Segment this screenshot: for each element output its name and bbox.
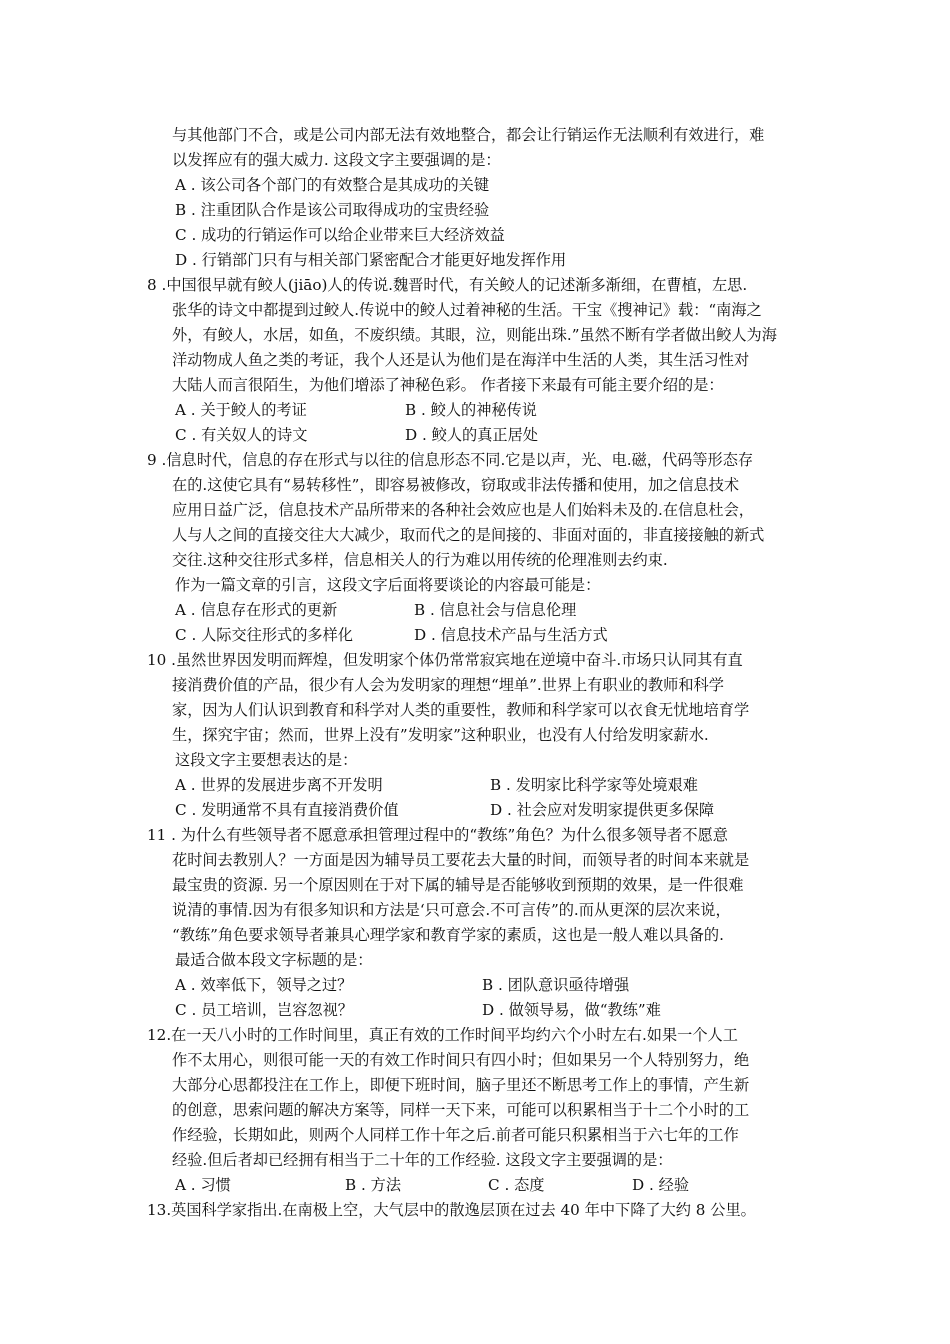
q11-line-5: “教练”角色要求领导者兼具心理学家和教育学家的素质，这也是一般人难以具备的. bbox=[172, 926, 724, 944]
q11-option-a: A . 效率低下，领导之过？ bbox=[175, 976, 353, 994]
q12-line-6: 经验.但后者却已经拥有相当于二十年的工作经验. 这段文字主要强调的是： bbox=[172, 1151, 673, 1169]
q11-line-2: 花时间去教别人？一方面是因为辅导员工要花去大量的时间，而领导者的时间本来就是 bbox=[172, 851, 750, 869]
q7-line-1: 与其他部门不合，或是公司内部无法有效地整合，都会让行销运作无法顺利有效进行，难 bbox=[172, 126, 765, 144]
q10-line-3: 家，因为人们认识到教育和科学对人类的重要性，教师和科学家可以衣食无忧地培育学 bbox=[172, 701, 750, 719]
q10-line-2: 接消费价值的产品，很少有人会为发明家的理想“埋单”.世界上有职业的教师和科学 bbox=[172, 676, 724, 694]
q11-line-1: 11 . 为什么有些领导者不愿意承担管理过程中的“教练”角色？为什么很多领导者不愿意 bbox=[147, 826, 728, 844]
q10-line-5: 这段文字主要想表达的是： bbox=[175, 751, 358, 769]
q11-line-3: 最宝贵的资源. 另一个原因则在于对下属的辅导是否能够收到预期的效果，是一件很难 bbox=[172, 876, 744, 894]
q12-line-3: 大部分心思都投注在工作上，即便下班时间，脑子里还不断思考工作上的事情，产生新 bbox=[172, 1076, 750, 1094]
q9-option-b: B . 信息社会与信息伦理 bbox=[414, 601, 577, 619]
q9-line-6: 作为一篇文章的引言，这段文字后面将要谈论的内容最可能是： bbox=[175, 576, 601, 594]
q8-option-b: B . 鲛人的神秘传说 bbox=[405, 401, 537, 419]
q9-option-a: A . 信息存在形式的更新 bbox=[175, 601, 338, 619]
q9-line-4: 人与人之间的直接交往大大减少，取而代之的是间接的、非面对面的，非直接接触的新式 bbox=[172, 526, 765, 544]
q8-option-c: C . 有关奴人的诗文 bbox=[175, 426, 308, 444]
q10-option-c: C . 发明通常不具有直接消费价值 bbox=[175, 801, 399, 819]
q11-line-4: 说清的事情.因为有很多知识和方法是‘只可意会.不可言传”的.而从更深的层次来说， bbox=[172, 901, 731, 919]
q7-option-c: C . 成功的行销运作可以给企业带来巨大经济效益 bbox=[175, 226, 505, 244]
q8-option-a: A . 关于鲛人的考证 bbox=[175, 401, 307, 419]
q7-line-2: 以发挥应有的强大威力. 这段文字主要强调的是： bbox=[172, 151, 501, 169]
q12-line-1: 12.在一天八小时的工作时间里，真正有效的工作时间平均约六个小时左右.如果一个人工 bbox=[147, 1026, 738, 1044]
q11-option-d: D . 做领导易，做“教练”难 bbox=[482, 1001, 661, 1019]
q9-option-d: D . 信息技术产品与生活方式 bbox=[414, 626, 608, 644]
q10-line-4: 生，探究宇宙；然而，世界上没有”发明家”这种职业，也没有人付给发明家薪水. bbox=[172, 726, 709, 744]
q11-option-b: B . 团队意识亟待增强 bbox=[482, 976, 630, 994]
q12-option-d: D . 经验 bbox=[632, 1176, 690, 1194]
q12-option-c: C . 态度 bbox=[488, 1176, 545, 1194]
q13-line-1: 13.英国科学家指出.在南极上空，大气层中的散逸层顶在过去 40 年中下降了大约 8 公里。 bbox=[147, 1201, 756, 1219]
q9-line-5: 交往.这种交往形式多样，信息相关人的行为难以用传统的伦理准则去约束. bbox=[172, 551, 668, 569]
q10-line-1: 10 .虽然世界因发明而辉煌，但发明家个体仍常常寂宾地在逆境中奋斗.市场只认同其有直 bbox=[147, 651, 743, 669]
q9-line-2: 在的.这使它具有“易转移性”，即容易被修改，窃取或非法传播和使用，加之信息技术 bbox=[172, 476, 740, 494]
q8-line-4: 洋动物成人鱼之类的考证，我个人还是认为他们是在海洋中生活的人类，其生活习性对 bbox=[172, 351, 750, 369]
q10-option-a: A . 世界的发展进步离不开发明 bbox=[175, 776, 383, 794]
q11-option-c: C . 员工培训，岂容忽视？ bbox=[175, 1001, 353, 1019]
q10-option-d: D . 社会应对发明家提供更多保障 bbox=[490, 801, 715, 819]
q11-line-6: 最适合做本段文字标题的是： bbox=[175, 951, 373, 969]
q8-line-2: 张华的诗文中都提到过鲛人.传说中的鲛人过着神秘的生活。干宝《搜神记》载：“南海之 bbox=[172, 301, 762, 319]
q8-line-3: 外，有鲛人，水居，如鱼，不废织绩。其眼，泣，则能出珠.”虽然不断有学者做出鲛人为海 bbox=[172, 326, 777, 344]
q9-line-1: 9 .信息时代，信息的存在形式与以往的信息形态不同.它是以声，光、电.磁，代码等形态存 bbox=[147, 451, 754, 469]
q12-option-a: A . 习惯 bbox=[175, 1176, 231, 1194]
q12-line-5: 作经验，长期如此，则两个人同样工作十年之后.前者可能只积累相当于六七年的工作 bbox=[172, 1126, 739, 1144]
q9-line-3: 应用日益广泛，信息技术产品所带来的各种社会效应也是人们始料未及的.在信息杜会， bbox=[172, 501, 754, 519]
q9-option-c: C . 人际交往形式的多样化 bbox=[175, 626, 353, 644]
q10-option-b: B . 发明家比科学家等处境艰难 bbox=[490, 776, 698, 794]
q12-option-b: B . 方法 bbox=[345, 1176, 402, 1194]
q8-line-5: 大陆人而言很陌生，为他们增添了神秘色彩。 作者接下来最有可能主要介绍的是： bbox=[172, 376, 724, 394]
q7-option-a: A . 该公司各个部门的有效整合是其成功的关键 bbox=[175, 176, 490, 194]
q12-line-4: 的创意，思索问题的解决方案等，同样一天下来，可能可以积累相当于十二个小时的工 bbox=[172, 1101, 750, 1119]
q12-line-2: 作不太用心，则很可能一天的有效工作时间只有四小时；但如果另一个人特别努力，绝 bbox=[172, 1051, 750, 1069]
q8-line-1: 8 .中国很早就有鲛人(jiāo)人的传说.魏晋时代，有关鲛人的记述渐多渐细，在曹植，左思. bbox=[147, 276, 748, 294]
q7-option-b: B . 注重团队合作是该公司取得成功的宝贵经验 bbox=[175, 201, 490, 219]
q8-option-d: D . 鲛人的真正居处 bbox=[405, 426, 538, 444]
q7-option-d: D . 行销部门只有与相关部门紧密配合才能更好地发挥作用 bbox=[175, 251, 567, 269]
